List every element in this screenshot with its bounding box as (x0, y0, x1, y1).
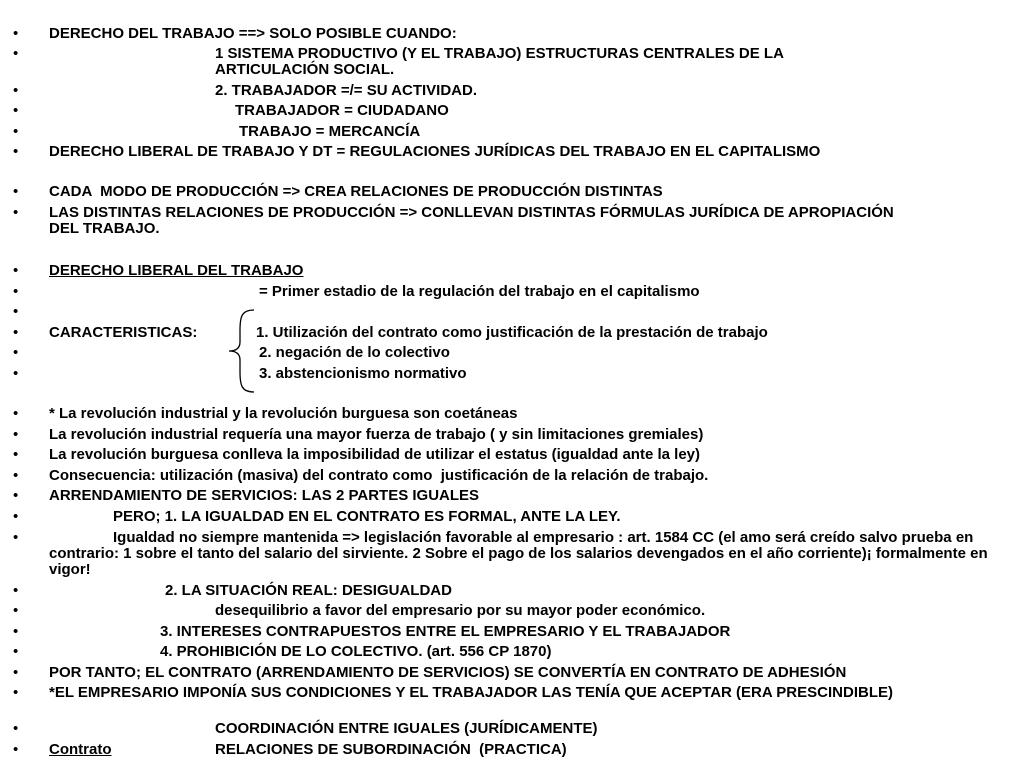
contract-label: Contrato (49, 741, 112, 758)
line-text: desequilibrio a favor del empresario por su mayor poder económico. (215, 602, 706, 619)
bullet-symbol: • (13, 529, 19, 546)
line-text: Igualdad no siempre mantenida => legislación favorable al empresario : art. 1584 CC (el amo será creído salvo prueba en contrario: 1 sobre el tanto del salario del sirviente. 2 Sobre el pago de los salarios devengados en el año corriente)¡ formalmente en vigor! (49, 529, 988, 578)
bullet-symbol: • (13, 102, 19, 119)
line-text: DERECHO LIBERAL DE TRABAJO Y DT = REGULACIONES JURÍDICAS DEL TRABAJO EN EL CAPITALISMO (49, 143, 821, 160)
line-text: COORDINACIÓN ENTRE IGUALES (JURÍDICAMENTE) (215, 720, 598, 737)
line-text: 1. Utilización del contrato como justificación de la prestación de trabajo (256, 324, 768, 341)
bullet-symbol: • (13, 508, 19, 525)
bullet-symbol: • (13, 664, 19, 681)
line-text: CADA MODO DE PRODUCCIÓN => CREA RELACIONES DE PRODUCCIÓN DISTINTAS (49, 183, 663, 200)
bullet-symbol: • (13, 303, 19, 320)
line-text: 4. PROHIBICIÓN DE LO COLECTIVO. (art. 556 CP 1870) (160, 643, 552, 660)
bullet-symbol: • (13, 324, 19, 341)
bullet-symbol: • (13, 602, 19, 619)
bullet-symbol: • (13, 623, 19, 640)
line-text: 3. INTERESES CONTRAPUESTOS ENTRE EL EMPRESARIO Y EL TRABAJADOR (160, 623, 731, 640)
bullet-symbol: • (13, 143, 19, 160)
bullet-symbol: • (13, 344, 19, 361)
line-text: TRABAJO = MERCANCÍA (239, 123, 421, 140)
bullet-symbol: • (13, 283, 19, 300)
line-text: CARACTERISTICAS: (49, 324, 198, 341)
bullet-symbol: • (13, 684, 19, 701)
line-text: TRABAJADOR = CIUDADANO (235, 102, 449, 119)
line-text: 3. abstencionismo normativo (259, 365, 467, 382)
bullet-symbol: • (13, 426, 19, 443)
bullet-symbol: • (13, 123, 19, 140)
curly-brace-icon (224, 308, 256, 394)
bullet-symbol: • (13, 487, 19, 504)
line-text: PERO; 1. LA IGUALDAD EN EL CONTRATO ES FORMAL, ANTE LA LEY. (113, 508, 621, 525)
line-text: = Primer estadio de la regulación del trabajo en el capitalismo (259, 283, 700, 300)
bullet-symbol: • (13, 262, 19, 279)
line-text: ARRENDAMIENTO DE SERVICIOS: LAS 2 PARTES IGUALES (49, 487, 480, 504)
line-text: RELACIONES DE SUBORDINACIÓN (PRACTICA) (215, 741, 567, 758)
line-text: * La revolución industrial y la revolución burguesa son coetáneas (49, 405, 518, 422)
line-text: 2. TRABAJADOR =/= SU ACTIVIDAD. (215, 82, 477, 99)
line-text: 1 SISTEMA PRODUCTIVO (Y EL TRABAJO) ESTRUCTURAS CENTRALES DE LA ARTICULACIÓN SOCIAL. (215, 45, 784, 78)
bullet-symbol: • (13, 82, 19, 99)
bullet-symbol: • (13, 204, 19, 221)
line-text: *EL EMPRESARIO IMPONÍA SUS CONDICIONES Y EL TRABAJADOR LAS TENÍA QUE ACEPTAR (ERA PRESCINDIBLE) (49, 684, 893, 701)
bullet-symbol: • (13, 405, 19, 422)
bullet-symbol: • (13, 365, 19, 382)
line-text: 2. negación de lo colectivo (259, 344, 450, 361)
line-text: LAS DISTINTAS RELACIONES DE PRODUCCIÓN => CONLLEVAN DISTINTAS FÓRMULAS JURÍDICA DE APROPIACIÓN DEL TRABAJO. (49, 204, 894, 237)
line-text: La revolución industrial requería una mayor fuerza de trabajo ( y sin limitaciones gremiales) (49, 426, 704, 443)
bullet-symbol: • (13, 467, 19, 484)
bullet-symbol: • (13, 741, 19, 758)
bullet-symbol: • (13, 643, 19, 660)
bullet-symbol: • (13, 183, 19, 200)
line-text: 2. LA SITUACIÓN REAL: DESIGUALDAD (165, 582, 452, 599)
line-text: La revolución burguesa conlleva la imposibilidad de utilizar el estatus (igualdad ante la ley) (49, 446, 700, 463)
bullet-symbol: • (13, 25, 19, 42)
bullet-symbol: • (13, 582, 19, 599)
line-text: POR TANTO; EL CONTRATO (ARRENDAMIENTO DE SERVICIOS) SE CONVERTÍA EN CONTRATO DE ADHESIÓN (49, 664, 847, 681)
bullet-symbol: • (13, 720, 19, 737)
bullet-symbol: • (13, 45, 19, 62)
line-text: DERECHO DEL TRABAJO ==> SOLO POSIBLE CUANDO: (49, 25, 457, 42)
section-heading: DERECHO LIBERAL DEL TRABAJO (49, 262, 304, 279)
bullet-symbol: • (13, 446, 19, 463)
line-text: Consecuencia: utilización (masiva) del contrato como justificación de la relación de trabajo. (49, 467, 709, 484)
